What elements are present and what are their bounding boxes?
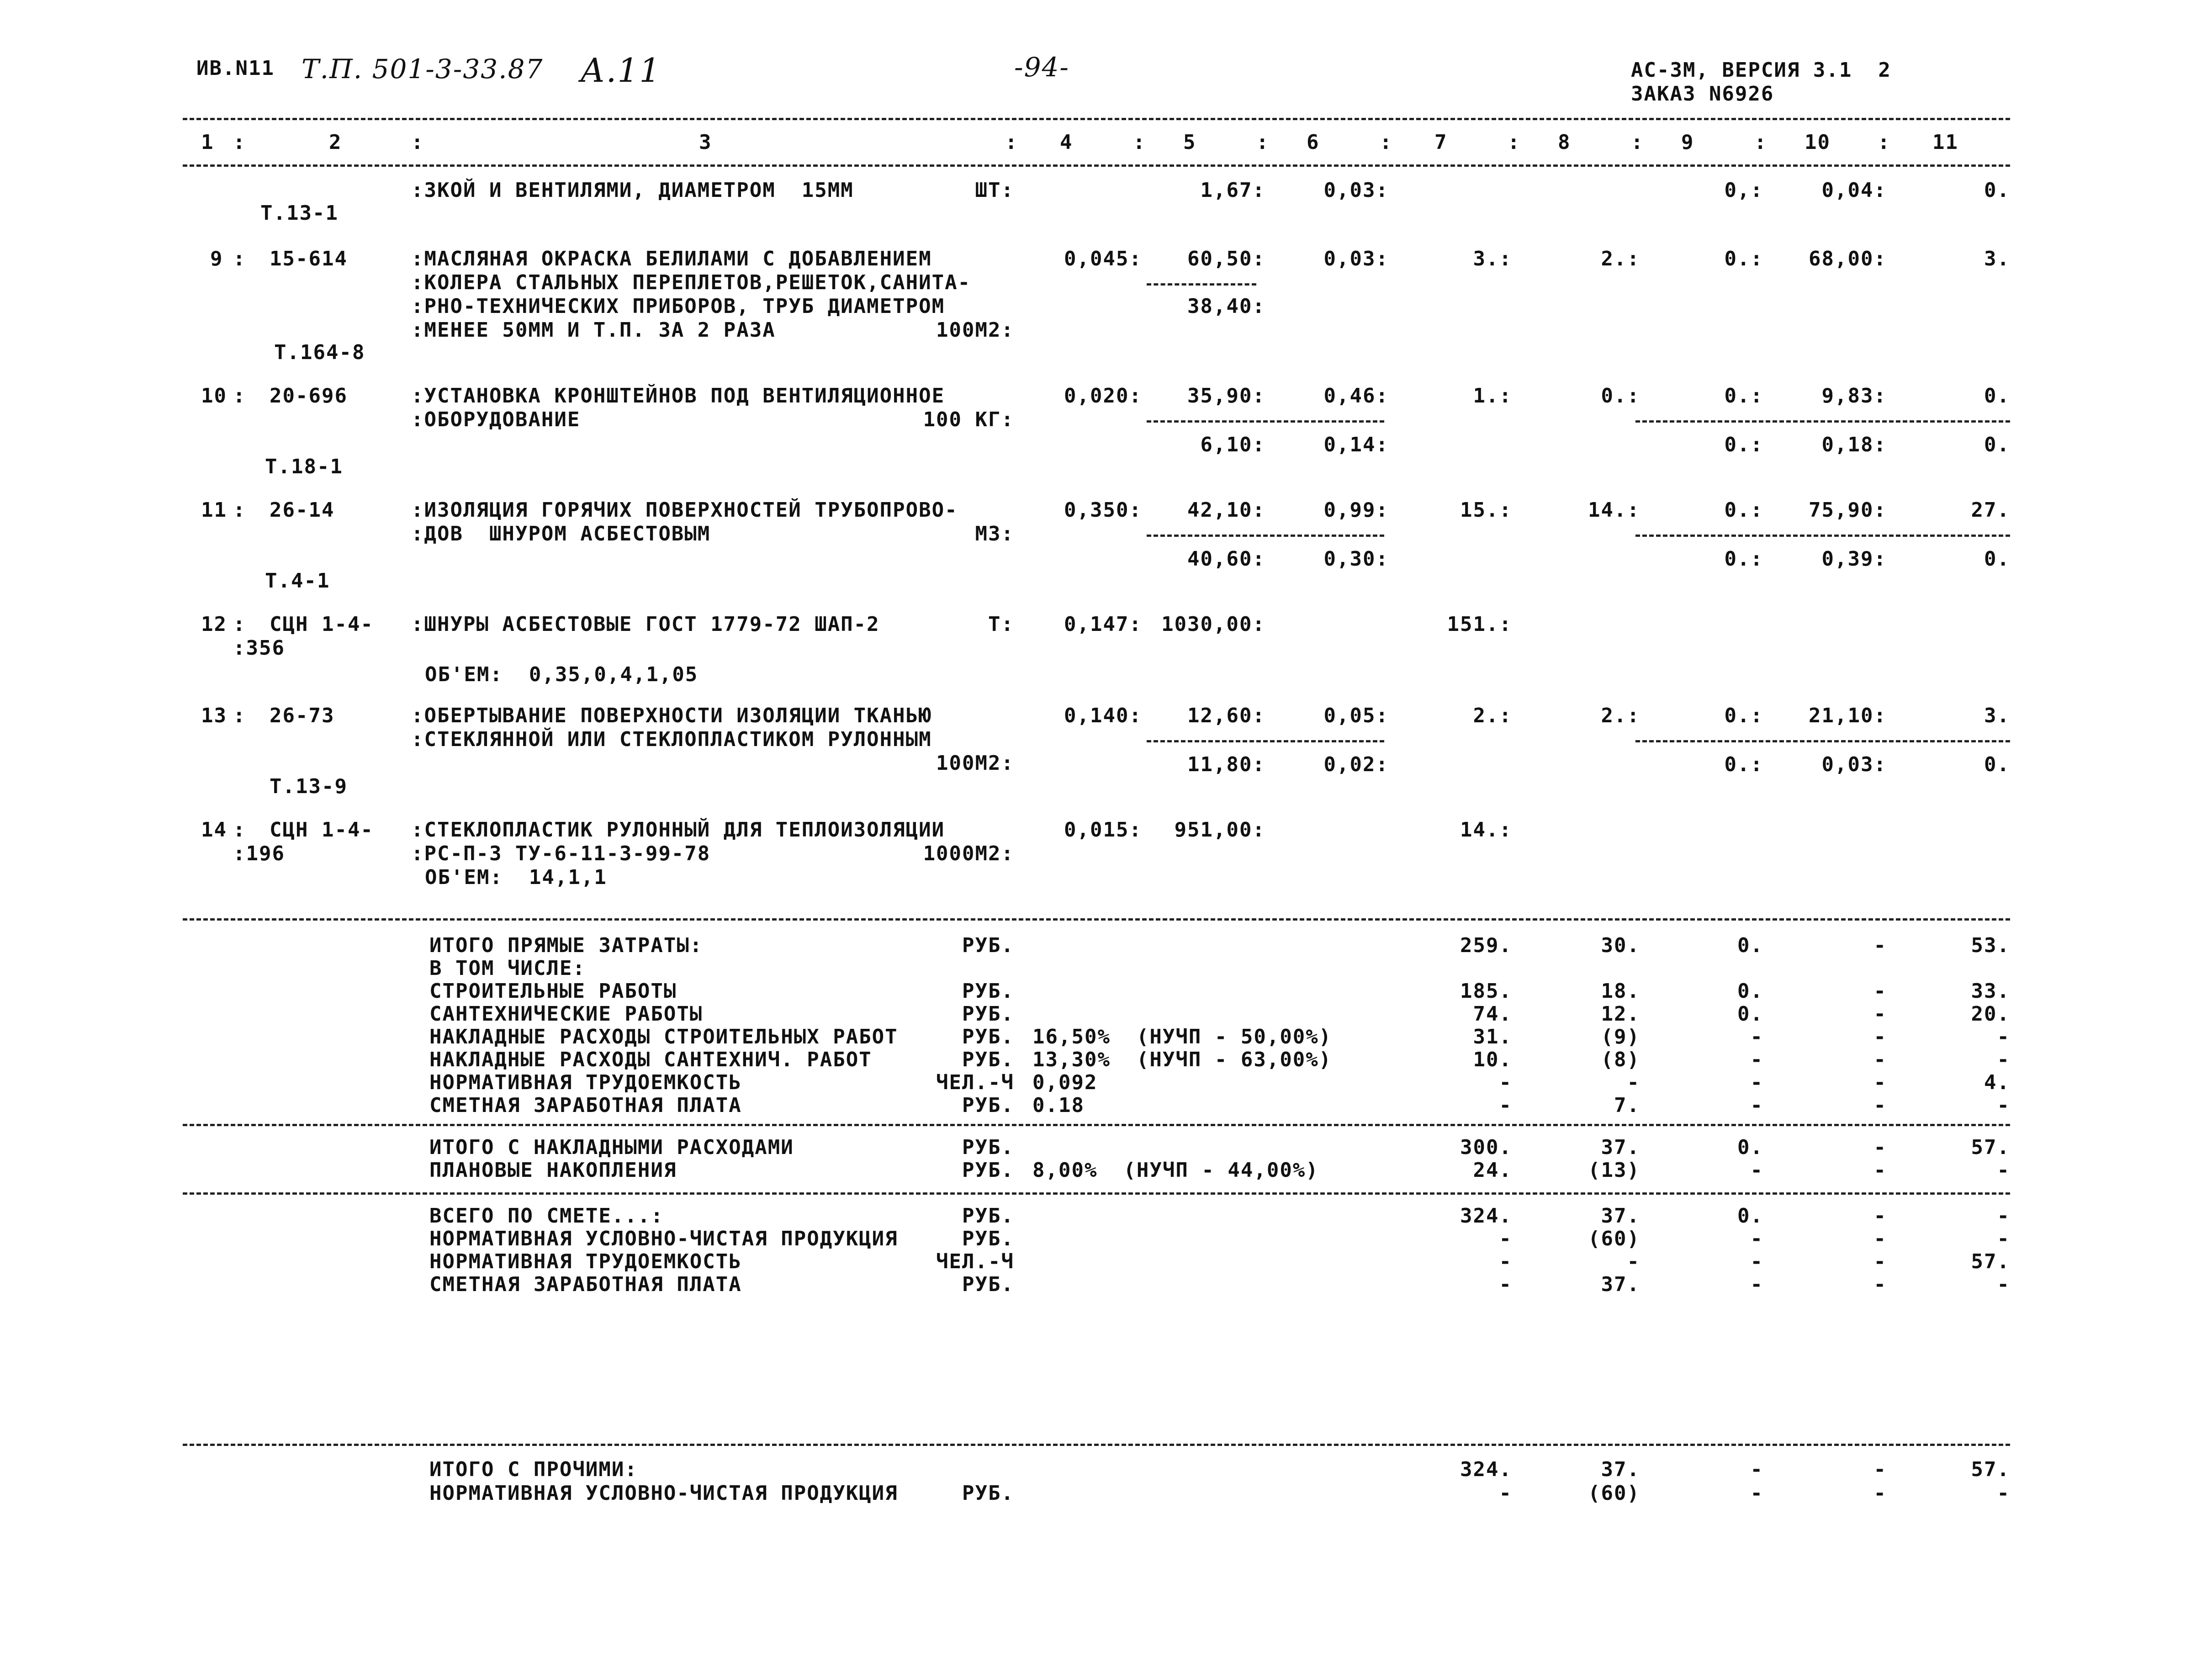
row-c9: 0.:	[1724, 498, 1763, 522]
row-desc: :УСТАНОВКА КРОНШТЕЙНОВ ПОД ВЕНТИЛЯЦИОННОЕ	[411, 384, 945, 408]
summary-c7: -	[1499, 1273, 1512, 1296]
row-c5: 1030,00:	[1161, 613, 1265, 636]
row-desc: :ИЗОЛЯЦИЯ ГОРЯЧИХ ПОВЕРХНОСТЕЙ ТРУБОПРОВО-	[411, 498, 958, 522]
summary-c11: -	[1997, 1094, 2010, 1117]
summary-c10: -	[1873, 1025, 1887, 1048]
summary-c10: -	[1873, 934, 1887, 957]
row-c4: 0,140:	[1064, 704, 1142, 727]
summary-c10: -	[1873, 1227, 1887, 1250]
summary-c10: -	[1873, 1458, 1887, 1481]
col-1: 1	[201, 131, 214, 154]
row-c5: 12,60:	[1187, 704, 1265, 727]
summary-c10: -	[1873, 1048, 1887, 1071]
summary-unit: РУБ.	[962, 1482, 1014, 1505]
row-number: 12	[201, 613, 227, 636]
summary-c8: (8)	[1601, 1048, 1640, 1071]
row-c9b: 0.:	[1724, 547, 1763, 571]
summary-unit: РУБ.	[962, 1273, 1014, 1296]
col-sep: :	[233, 818, 246, 842]
summary-c9: 0.	[1737, 1204, 1763, 1228]
summary-c7: 300.	[1460, 1136, 1512, 1159]
row-c4: 0,350:	[1064, 498, 1142, 522]
col-10: 10	[1805, 131, 1831, 154]
row-code-cont: :196	[233, 842, 285, 865]
summary-label: НОРМАТИВНАЯ ТРУДОЕМКОСТЬ	[429, 1071, 742, 1094]
row-ref: Т.13-1	[260, 201, 339, 225]
summary-c11: -	[1997, 1048, 2010, 1071]
row-desc: :СТЕКЛЯННОЙ ИЛИ СТЕКЛОПЛАСТИКОМ РУЛОННЫМ	[411, 728, 932, 751]
summary-c8: 37.	[1601, 1458, 1640, 1481]
summary-label: В ТОМ ЧИСЛЕ:	[429, 957, 586, 980]
row-desc: :ДОВ ШНУРОМ АСБЕСТОВЫМ	[411, 522, 711, 545]
summary-rule	[183, 1192, 2010, 1195]
summary-label: СТРОИТЕЛЬНЫЕ РАБОТЫ	[429, 979, 677, 1003]
summary-c8: (9)	[1601, 1025, 1640, 1048]
cell-divider	[1147, 283, 1256, 286]
row-unit: 100М2:	[936, 752, 1014, 775]
summary-extra: 13,30% (НУЧП - 63,00%)	[1032, 1048, 1332, 1071]
summary-unit: РУБ.	[962, 1159, 1014, 1182]
summary-unit: РУБ.	[962, 1025, 1014, 1048]
summary-unit: РУБ.	[962, 1002, 1014, 1026]
summary-c9: 0.	[1737, 1136, 1763, 1159]
row-c8: 14.:	[1588, 498, 1640, 522]
col-sep: :	[1631, 131, 1644, 154]
summary-c9: 0.	[1737, 934, 1763, 957]
row-code-cont: :356	[233, 636, 285, 660]
col-sep: :	[233, 613, 246, 636]
summary-c11: -	[1997, 1273, 2010, 1296]
row-desc: :МАСЛЯНАЯ ОКРАСКА БЕЛИЛАМИ С ДОБАВЛЕНИЕМ	[411, 247, 932, 270]
summary-c11: -	[1997, 1227, 2010, 1250]
col-9: 9	[1681, 131, 1694, 154]
summary-c7: 324.	[1460, 1204, 1512, 1228]
cell-divider	[1635, 740, 2010, 742]
summary-unit: РУБ.	[962, 979, 1014, 1003]
summary-c11: -	[1997, 1159, 2010, 1182]
col-8: 8	[1558, 131, 1571, 154]
cell-divider	[1147, 420, 1384, 423]
row-desc: :ОБОРУДОВАНИЕ	[411, 408, 581, 431]
col-sep: :	[1754, 131, 1767, 154]
summary-c7: 74.	[1473, 1002, 1512, 1026]
row-code: СЦН 1-4-	[270, 818, 374, 842]
summary-c11: -	[1997, 1204, 2010, 1228]
col-sep: :	[233, 247, 246, 270]
row-c6: 0,03:	[1323, 247, 1389, 270]
summary-c11: 4.	[1984, 1071, 2010, 1094]
summary-unit: ЧЕЛ.-Ч	[936, 1250, 1014, 1273]
summary-rule	[183, 1444, 2010, 1446]
row-desc: :МЕНЕЕ 50ММ И Т.П. ЗА 2 РАЗА	[411, 318, 776, 342]
summary-c10: -	[1873, 1002, 1887, 1026]
row-c5: 60,50:	[1187, 247, 1265, 270]
summary-c9: -	[1750, 1025, 1763, 1048]
row-c5b: 40,60:	[1187, 547, 1265, 571]
summary-c10: -	[1873, 1482, 1887, 1505]
summary-c8: (13)	[1588, 1159, 1640, 1182]
row-c6b: 0,30:	[1323, 547, 1389, 571]
row-c7: 15.:	[1460, 498, 1512, 522]
row-c4: 0,020:	[1064, 384, 1142, 408]
summary-rule	[183, 918, 2010, 921]
summary-label: САНТЕХНИЧЕСКИЕ РАБОТЫ	[429, 1002, 703, 1026]
row-c8: 0.:	[1601, 384, 1640, 408]
summary-unit: РУБ.	[962, 1094, 1014, 1117]
row-c5b: 11,80:	[1187, 753, 1265, 776]
row-volume: ОБ'ЕМ: 14,1,1	[425, 866, 607, 889]
summary-unit: РУБ.	[962, 1136, 1014, 1159]
row-unit: Т:	[988, 613, 1014, 636]
row-desc: :РНО-ТЕХНИЧЕСКИХ ПРИБОРОВ, ТРУБ ДИАМЕТРОМ	[411, 295, 945, 318]
row-c10: 21,10:	[1809, 704, 1887, 727]
summary-c10: -	[1873, 1250, 1887, 1273]
album-number: А.11	[580, 51, 661, 90]
row-unit: 1000М2:	[923, 842, 1014, 865]
row-c4: 0,147:	[1064, 613, 1142, 636]
col-sep: :	[233, 131, 246, 154]
row-c6: 0,99:	[1323, 498, 1389, 522]
row-c11: 3.	[1984, 247, 2010, 270]
summary-rule	[183, 1124, 2010, 1126]
col-3: 3	[699, 131, 712, 154]
summary-label: НАКЛАДНЫЕ РАСХОДЫ СТРОИТЕЛЬНЫХ РАБОТ	[429, 1025, 898, 1048]
col-7: 7	[1434, 131, 1448, 154]
summary-c8: 37.	[1601, 1136, 1640, 1159]
row-c6b: 0,02:	[1323, 753, 1389, 776]
row-code: 20-696	[270, 384, 348, 408]
summary-c9: -	[1750, 1482, 1763, 1505]
row-c10b: 0,18:	[1821, 433, 1887, 456]
row-c4: 0,045:	[1064, 247, 1142, 270]
summary-c9: -	[1750, 1458, 1763, 1481]
project-number: Т.П. 501-3-33.87	[302, 53, 544, 85]
col-6: 6	[1307, 131, 1320, 154]
summary-c8: 37.	[1601, 1273, 1640, 1296]
summary-c7: -	[1499, 1071, 1512, 1094]
summary-extra: 8,00% (НУЧП - 44,00%)	[1032, 1159, 1319, 1182]
summary-c9: -	[1750, 1273, 1763, 1296]
row-c10: 75,90:	[1809, 498, 1887, 522]
row-c4: 0,015:	[1064, 818, 1142, 842]
summary-c9: -	[1750, 1048, 1763, 1071]
summary-c11: 53.	[1971, 934, 2010, 957]
row-desc: :ШНУРЫ АСБЕСТОВЫЕ ГОСТ 1779-72 ШАП-2	[411, 613, 880, 636]
summary-extra: 0,092	[1032, 1071, 1098, 1094]
row-ref: Т.164-8	[274, 341, 365, 364]
summary-label: ИТОГО С ПРОЧИМИ:	[429, 1458, 638, 1481]
row-number: 13	[201, 704, 227, 727]
summary-c9: -	[1750, 1071, 1763, 1094]
summary-c9: -	[1750, 1250, 1763, 1273]
summary-c10: -	[1873, 1273, 1887, 1296]
row-c6: 0,46:	[1323, 384, 1389, 408]
row-c7: 2.:	[1473, 704, 1512, 727]
col-4: 4	[1060, 131, 1073, 154]
row-desc: :ОБЕРТЫВАНИЕ ПОВЕРХНОСТИ ИЗОЛЯЦИИ ТКАНЬЮ	[411, 704, 932, 727]
row-c11b: 0.	[1984, 433, 2010, 456]
summary-c8: 12.	[1601, 1002, 1640, 1026]
row-unit: ШТ:	[975, 179, 1014, 202]
row-ref: Т.13-9	[270, 775, 348, 798]
col-sep: :	[1508, 131, 1521, 154]
summary-c7: 24.	[1473, 1159, 1512, 1182]
summary-c9: -	[1750, 1094, 1763, 1117]
row-c7: 1.:	[1473, 384, 1512, 408]
row-number: 9	[210, 247, 223, 270]
summary-c8: -	[1627, 1250, 1640, 1273]
summary-c7: 31.	[1473, 1025, 1512, 1048]
summary-c10: -	[1873, 979, 1887, 1003]
summary-label: ВСЕГО ПО СМЕТЕ...:	[429, 1204, 664, 1228]
program-version: АС-3М, ВЕРСИЯ 3.1 2	[1631, 58, 1891, 82]
summary-label: НОРМАТИВНАЯ ТРУДОЕМКОСТЬ	[429, 1250, 742, 1273]
summary-c8: (60)	[1588, 1482, 1640, 1505]
row-c8: 2.:	[1601, 704, 1640, 727]
summary-c11: 57.	[1971, 1136, 2010, 1159]
summary-c10: -	[1873, 1071, 1887, 1094]
summary-c9: 0.	[1737, 979, 1763, 1003]
row-c7: 14.:	[1460, 818, 1512, 842]
summary-c11: -	[1997, 1482, 2010, 1505]
summary-c11: 57.	[1971, 1250, 2010, 1273]
row-desc: :КОЛЕРА СТАЛЬНЫХ ПЕРЕПЛЕТОВ,РЕШЕТОК,САНИТА-	[411, 271, 971, 294]
row-c5: 951,00:	[1174, 818, 1265, 842]
summary-c7: 185.	[1460, 979, 1512, 1003]
row-code: 15-614	[270, 247, 348, 270]
row-c5: 42,10:	[1187, 498, 1265, 522]
row-c11b: 0.	[1984, 753, 2010, 776]
row-c9b: 0.:	[1724, 433, 1763, 456]
summary-c10: -	[1873, 1159, 1887, 1182]
col-sep: :	[1380, 131, 1393, 154]
summary-c11: 20.	[1971, 1002, 2010, 1026]
col-5: 5	[1183, 131, 1196, 154]
summary-extra: 0.18	[1032, 1094, 1085, 1117]
row-code: 26-14	[270, 498, 335, 522]
cell-divider	[1635, 535, 2010, 537]
row-c5: 35,90:	[1187, 384, 1265, 408]
row-c9: 0,:	[1724, 179, 1763, 202]
summary-label: НОРМАТИВНАЯ УСЛОВНО-ЧИСТАЯ ПРОДУКЦИЯ	[429, 1482, 898, 1505]
row-c7: 3.:	[1473, 247, 1512, 270]
summary-c8: 30.	[1601, 934, 1640, 957]
summary-c10: -	[1873, 1136, 1887, 1159]
summary-c7: -	[1499, 1094, 1512, 1117]
col-sep: :	[411, 131, 424, 154]
summary-c8: -	[1627, 1071, 1640, 1094]
summary-c8: 37.	[1601, 1204, 1640, 1228]
header-rule-bottom	[183, 164, 2010, 167]
summary-label: ИТОГО С НАКЛАДНЫМИ РАСХОДАМИ	[429, 1136, 794, 1159]
summary-unit: РУБ.	[962, 1227, 1014, 1250]
summary-label: ПЛАНОВЫЕ НАКОПЛЕНИЯ	[429, 1159, 677, 1182]
page-number: -94-	[1014, 52, 1069, 83]
row-number: 10	[201, 384, 227, 408]
summary-label: НАКЛАДНЫЕ РАСХОДЫ САНТЕХНИЧ. РАБОТ	[429, 1048, 872, 1071]
summary-label: НОРМАТИВНАЯ УСЛОВНО-ЧИСТАЯ ПРОДУКЦИЯ	[429, 1227, 898, 1250]
row-number: 11	[201, 498, 227, 522]
summary-unit: ЧЕЛ.-Ч	[936, 1071, 1014, 1094]
summary-c7: -	[1499, 1227, 1512, 1250]
summary-label: ИТОГО ПРЯМЫЕ ЗАТРАТЫ:	[429, 934, 703, 957]
row-c9b: 0.:	[1724, 753, 1763, 776]
row-c10: 9,83:	[1821, 384, 1887, 408]
summary-unit: РУБ.	[962, 1204, 1014, 1228]
row-c10b: 0,39:	[1821, 547, 1887, 571]
cell-divider	[1147, 535, 1384, 537]
cell-divider	[1635, 420, 2010, 423]
row-c5b: 38,40:	[1187, 295, 1265, 318]
col-11: 11	[1932, 131, 1958, 154]
order-number: ЗАКАЗ N6926	[1631, 82, 1774, 106]
inventory-number: ИВ.N11	[196, 57, 275, 80]
row-unit: М3:	[975, 522, 1014, 545]
summary-c7: 10.	[1473, 1048, 1512, 1071]
summary-c11: 57.	[1971, 1458, 2010, 1481]
col-sep: :	[233, 498, 246, 522]
col-sep: :	[233, 704, 246, 727]
col-sep: :	[1133, 131, 1146, 154]
row-desc: :ЗКОЙ И ВЕНТИЛЯМИ, ДИАМЕТРОМ 15ММ	[411, 179, 854, 202]
row-volume: ОБ'ЕМ: 0,35,0,4,1,05	[425, 663, 699, 686]
row-ref: Т.4-1	[265, 569, 330, 593]
row-c9: 0.:	[1724, 704, 1763, 727]
row-c6: 0,05:	[1323, 704, 1389, 727]
row-c7: 151.:	[1447, 613, 1512, 636]
row-c9: 0.:	[1724, 247, 1763, 270]
row-c11: 27.	[1971, 498, 2010, 522]
row-c8: 2.:	[1601, 247, 1640, 270]
summary-c10: -	[1873, 1204, 1887, 1228]
col-sep: :	[233, 384, 246, 408]
summary-unit: РУБ.	[962, 1048, 1014, 1071]
row-c5: 1,67:	[1200, 179, 1265, 202]
summary-c9: -	[1750, 1159, 1763, 1182]
row-c10: 68,00:	[1809, 247, 1887, 270]
row-c6b: 0,14:	[1323, 433, 1389, 456]
col-sep: :	[1878, 131, 1891, 154]
row-c9: 0.:	[1724, 384, 1763, 408]
row-c11: 0.	[1984, 384, 2010, 408]
row-c11: 3.	[1984, 704, 2010, 727]
row-number: 14	[201, 818, 227, 842]
col-2: 2	[329, 131, 342, 154]
row-c11: 0.	[1984, 179, 2010, 202]
header-rule-top	[183, 118, 2010, 120]
summary-c7: -	[1499, 1250, 1512, 1273]
row-ref: Т.18-1	[265, 455, 343, 478]
summary-c9: 0.	[1737, 1002, 1763, 1026]
summary-c7: 259.	[1460, 934, 1512, 957]
summary-label: СМЕТНАЯ ЗАРАБОТНАЯ ПЛАТА	[429, 1094, 742, 1117]
summary-c7: -	[1499, 1482, 1512, 1505]
row-code: СЦН 1-4-	[270, 613, 374, 636]
summary-unit: РУБ.	[962, 934, 1014, 957]
row-unit: 100М2:	[936, 318, 1014, 342]
summary-c11: 33.	[1971, 979, 2010, 1003]
summary-c8: (60)	[1588, 1227, 1640, 1250]
row-desc: :СТЕКЛОПЛАСТИК РУЛОННЫЙ ДЛЯ ТЕПЛОИЗОЛЯЦИИ	[411, 818, 945, 842]
row-c10b: 0,03:	[1821, 753, 1887, 776]
summary-c7: 324.	[1460, 1458, 1512, 1481]
row-unit: 100 КГ:	[923, 408, 1014, 431]
summary-c11: -	[1997, 1025, 2010, 1048]
summary-label: СМЕТНАЯ ЗАРАБОТНАЯ ПЛАТА	[429, 1273, 742, 1296]
col-sep: :	[1005, 131, 1018, 154]
summary-c9: -	[1750, 1227, 1763, 1250]
summary-c8: 7.	[1614, 1094, 1640, 1117]
summary-extra: 16,50% (НУЧП - 50,00%)	[1032, 1025, 1332, 1048]
row-code: 26-73	[270, 704, 335, 727]
row-c11b: 0.	[1984, 547, 2010, 571]
row-c10: 0,04:	[1821, 179, 1887, 202]
summary-c10: -	[1873, 1094, 1887, 1117]
summary-c8: 18.	[1601, 979, 1640, 1003]
row-c5b: 6,10:	[1200, 433, 1265, 456]
col-sep: :	[1256, 131, 1270, 154]
row-desc: :РС-П-3 ТУ-6-11-3-99-78	[411, 842, 711, 865]
row-c6: 0,03:	[1323, 179, 1389, 202]
cell-divider	[1147, 740, 1384, 742]
